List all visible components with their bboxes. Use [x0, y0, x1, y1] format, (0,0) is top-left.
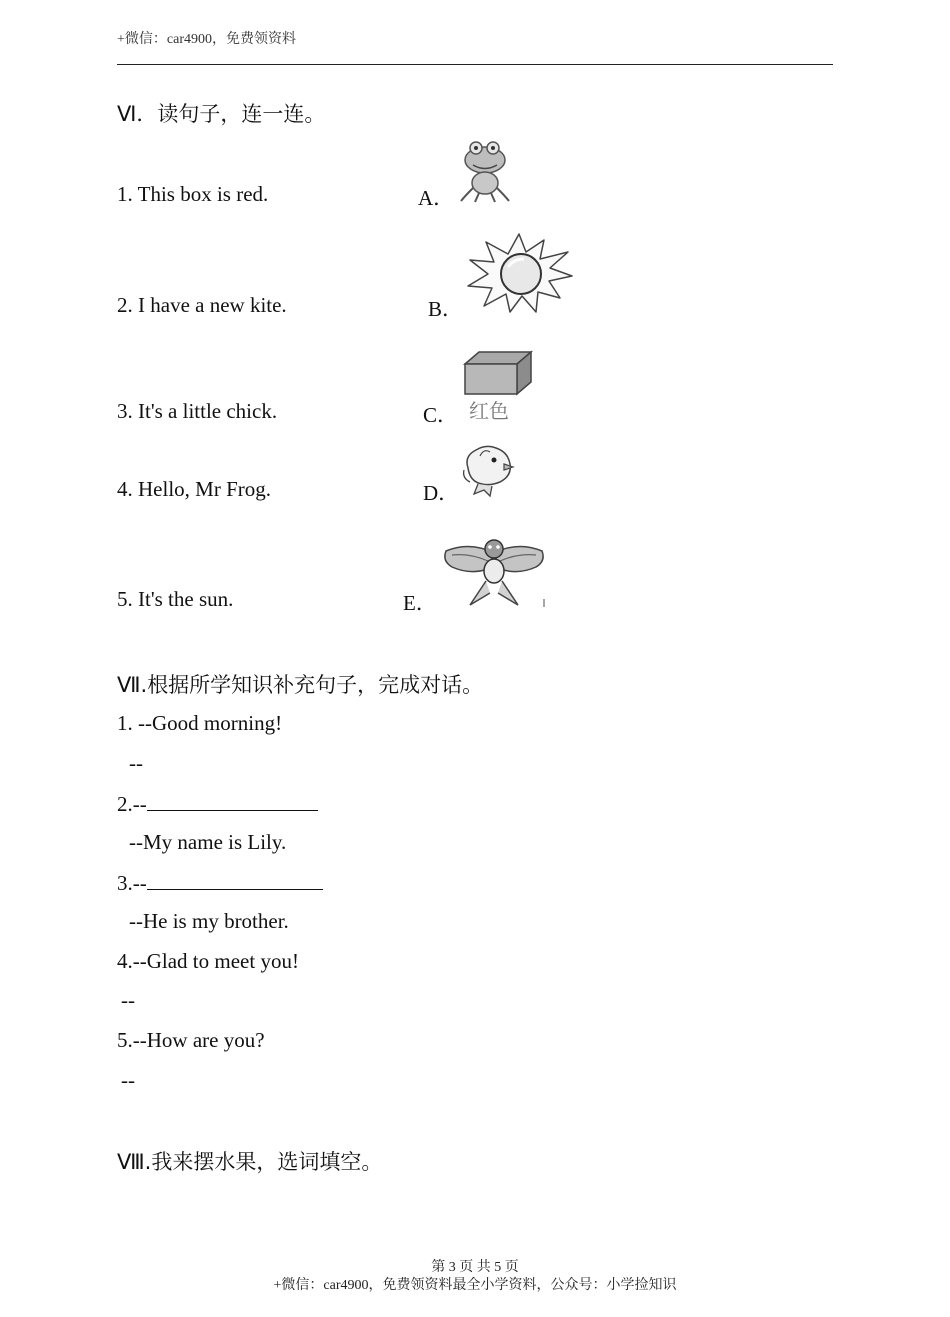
kite-icon	[440, 535, 548, 609]
section-6-title: Ⅵ．读句子，连一连。	[117, 102, 326, 126]
dialog-3-prefix: 3.--	[117, 871, 147, 895]
section-8-title: Ⅷ.我来摆水果，选词填空。	[117, 1150, 383, 1174]
dialog-2-prefix: 2.--	[117, 792, 147, 816]
option-letter-a: A．	[418, 186, 455, 210]
option-letter-d: D．	[423, 481, 460, 505]
dialog-5-question: 5.--How are you?	[117, 1028, 265, 1052]
dialog-2-question	[117, 790, 318, 817]
frog-icon	[457, 138, 513, 204]
dialog-2-answer: --My name is Lily.	[129, 830, 287, 854]
dialog-3-answer: --He is my brother.	[129, 909, 289, 933]
sun-icon	[464, 232, 574, 314]
header-rule	[117, 64, 833, 65]
sentence-4: 4. Hello, Mr Frog.	[117, 477, 271, 501]
sentence-2: 2. I have a new kite.	[117, 293, 287, 317]
dialog-2-blank[interactable]	[147, 790, 318, 811]
dialog-1-question: 1. --Good morning!	[117, 711, 283, 735]
option-letter-c: C．	[423, 403, 459, 427]
red-box-caption: 红色	[469, 399, 509, 423]
header-text: +微信：car4900，免费领资料	[117, 32, 296, 47]
dialog-1-answer: --	[129, 751, 143, 775]
chick-icon	[460, 442, 516, 498]
dialog-4-question: 4.--Glad to meet you!	[117, 949, 299, 973]
footer-note: +微信：car4900，免费领资料最全小学资料，公众号：小学捡知识	[273, 1278, 677, 1293]
red-box-icon	[461, 350, 533, 396]
sentence-5: 5. It's the sun.	[117, 587, 234, 611]
dialog-4-answer: --	[121, 988, 135, 1012]
option-letter-e: E．	[403, 591, 437, 615]
option-letter-b: B．	[428, 297, 464, 321]
dialog-3-question	[117, 869, 323, 896]
section-7-title: Ⅶ.根据所学知识补充句子，完成对话。	[117, 673, 484, 697]
sentence-1: 1. This box is red.	[117, 182, 269, 206]
page-number: 第 3 页 共 5 页	[431, 1260, 519, 1275]
dialog-3-blank[interactable]	[147, 869, 323, 890]
dialog-5-answer: --	[121, 1068, 135, 1092]
sentence-3: 3. It's a little chick.	[117, 399, 278, 423]
